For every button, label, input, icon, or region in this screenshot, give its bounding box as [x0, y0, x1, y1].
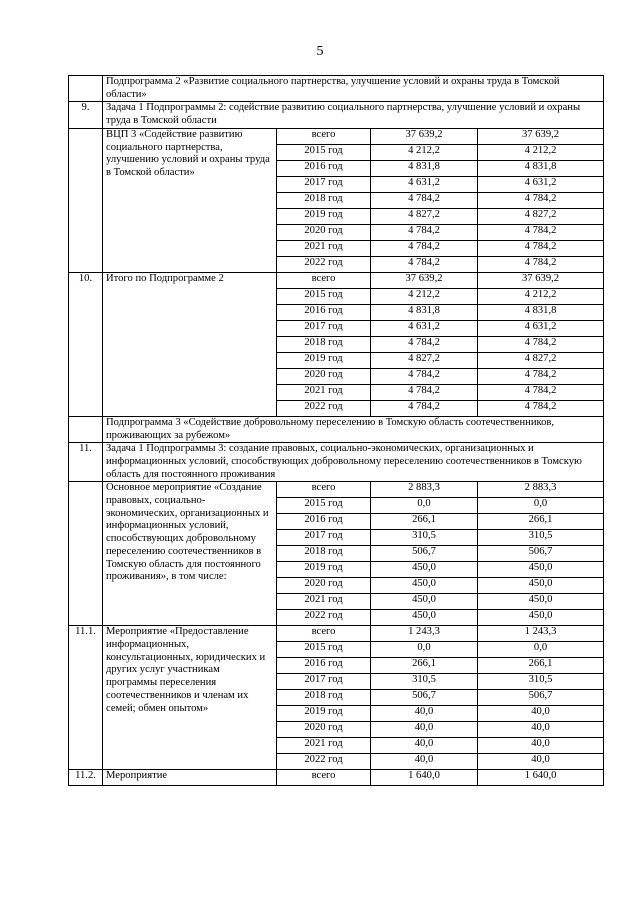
value-cell: 40,0 — [371, 706, 478, 722]
value-cell: 40,0 — [371, 722, 478, 738]
year-cell: 2017 год — [277, 530, 371, 546]
year-cell: 2016 год — [277, 304, 371, 320]
value-cell: 4 784,2 — [371, 224, 478, 240]
year-cell: 2018 год — [277, 192, 371, 208]
value-cell: 0,0 — [371, 642, 478, 658]
value-cell: 450,0 — [478, 578, 604, 594]
value-cell: 40,0 — [478, 738, 604, 754]
measure-name: Мероприятие — [103, 770, 277, 786]
year-cell: 2016 год — [277, 160, 371, 176]
year-cell: 2015 год — [277, 288, 371, 304]
subprogram-header: Подпрограмма 2 «Развитие социального партнерства, улучшение условий и охраны труда в Томской области» — [103, 76, 604, 102]
value-cell: 4 784,2 — [478, 240, 604, 256]
value-cell: 4 784,2 — [478, 336, 604, 352]
measure-name: Мероприятие «Предоставление информационных, консультационных, юридических и других услуг участникам программы переселения соотечественников и членам их семей; обмен опытом» — [103, 626, 277, 770]
program-finance-table — [68, 75, 604, 786]
task-row — [69, 102, 604, 128]
value-cell: 40,0 — [478, 722, 604, 738]
year-cell: 2022 год — [277, 400, 371, 416]
table-row — [69, 128, 604, 144]
subprogram-header-row — [69, 416, 604, 442]
value-cell: 4 784,2 — [371, 368, 478, 384]
year-cell: всего — [277, 128, 371, 144]
year-cell: всего — [277, 770, 371, 786]
value-cell: 4 784,2 — [371, 400, 478, 416]
value-cell: 450,0 — [371, 594, 478, 610]
value-cell: 4 827,2 — [371, 352, 478, 368]
value-cell: 1 243,3 — [478, 626, 604, 642]
value-cell: 450,0 — [478, 594, 604, 610]
year-cell: 2016 год — [277, 658, 371, 674]
value-cell: 310,5 — [371, 674, 478, 690]
value-cell: 0,0 — [371, 498, 478, 514]
value-cell: 4 784,2 — [478, 192, 604, 208]
value-cell: 4 631,2 — [371, 176, 478, 192]
value-cell: 450,0 — [478, 610, 604, 626]
value-cell: 4 631,2 — [371, 320, 478, 336]
year-cell: 2015 год — [277, 498, 371, 514]
year-cell: 2015 год — [277, 144, 371, 160]
year-cell: 2017 год — [277, 320, 371, 336]
row-number-cell — [69, 416, 103, 442]
year-cell: 2019 год — [277, 706, 371, 722]
table-row — [69, 272, 604, 288]
value-cell: 40,0 — [478, 706, 604, 722]
value-cell: 266,1 — [478, 658, 604, 674]
value-cell: 266,1 — [371, 658, 478, 674]
year-cell: 2018 год — [277, 336, 371, 352]
value-cell: 4 827,2 — [478, 208, 604, 224]
year-cell: 2020 год — [277, 722, 371, 738]
year-cell: всего — [277, 626, 371, 642]
value-cell: 4 212,2 — [478, 144, 604, 160]
year-cell: 2022 год — [277, 610, 371, 626]
value-cell: 4 831,8 — [371, 160, 478, 176]
value-cell: 4 784,2 — [371, 256, 478, 272]
year-cell: 2020 год — [277, 224, 371, 240]
value-cell: 2 883,3 — [478, 482, 604, 498]
year-cell: 2020 год — [277, 368, 371, 384]
year-cell: 2019 год — [277, 352, 371, 368]
value-cell: 4 784,2 — [478, 384, 604, 400]
value-cell: 37 639,2 — [371, 128, 478, 144]
task-text: Задача 1 Подпрограммы 2: содействие развитию социального партнерства, улучшение условий и охраны труда в Томской области — [103, 102, 604, 128]
value-cell: 450,0 — [371, 562, 478, 578]
year-cell: 2016 год — [277, 514, 371, 530]
value-cell: 266,1 — [371, 514, 478, 530]
value-cell: 450,0 — [371, 578, 478, 594]
value-cell: 506,7 — [478, 690, 604, 706]
value-cell: 1 640,0 — [371, 770, 478, 786]
year-cell: 2017 год — [277, 674, 371, 690]
value-cell: 4 212,2 — [478, 288, 604, 304]
row-number-cell — [69, 482, 103, 626]
value-cell: 2 883,3 — [371, 482, 478, 498]
year-cell: всего — [277, 272, 371, 288]
measure-name: ВЦП 3 «Содействие развитию социального партнерства, улучшению условий и охраны труда в Томской области» — [103, 128, 277, 272]
value-cell: 4 827,2 — [371, 208, 478, 224]
value-cell: 310,5 — [478, 674, 604, 690]
measure-name: Итого по Подпрограмме 2 — [103, 272, 277, 416]
year-cell: 2021 год — [277, 594, 371, 610]
task-row — [69, 443, 604, 482]
row-number-cell — [69, 76, 103, 102]
value-cell: 0,0 — [478, 642, 604, 658]
row-number: 10. — [69, 272, 103, 416]
value-cell: 4 631,2 — [478, 176, 604, 192]
table-row — [69, 626, 604, 642]
value-cell: 0,0 — [478, 498, 604, 514]
year-cell: 2018 год — [277, 546, 371, 562]
value-cell: 4 784,2 — [478, 368, 604, 384]
value-cell: 4 784,2 — [478, 224, 604, 240]
value-cell: 450,0 — [478, 562, 604, 578]
year-cell: всего — [277, 482, 371, 498]
value-cell: 4 784,2 — [371, 192, 478, 208]
value-cell: 4 784,2 — [371, 336, 478, 352]
value-cell: 266,1 — [478, 514, 604, 530]
page-number: 5 — [316, 44, 324, 59]
value-cell: 40,0 — [371, 754, 478, 770]
value-cell: 310,5 — [371, 530, 478, 546]
value-cell: 4 827,2 — [478, 352, 604, 368]
value-cell: 4 631,2 — [478, 320, 604, 336]
row-number: 11. — [69, 443, 103, 482]
value-cell: 4 831,8 — [478, 160, 604, 176]
value-cell: 4 784,2 — [371, 240, 478, 256]
value-cell: 40,0 — [478, 754, 604, 770]
value-cell: 4 212,2 — [371, 288, 478, 304]
row-number: 11.1. — [69, 626, 103, 770]
year-cell: 2017 год — [277, 176, 371, 192]
value-cell: 450,0 — [371, 610, 478, 626]
year-cell: 2015 год — [277, 642, 371, 658]
table-row — [69, 482, 604, 498]
value-cell: 1 243,3 — [371, 626, 478, 642]
value-cell: 37 639,2 — [371, 272, 478, 288]
value-cell: 4 784,2 — [478, 256, 604, 272]
year-cell: 2022 год — [277, 256, 371, 272]
subprogram-header: Подпрограмма 3 «Содействие добровольному переселению в Томскую область соотечественников, проживающих за рубежом» — [103, 416, 604, 442]
value-cell: 40,0 — [371, 738, 478, 754]
row-number-cell — [69, 128, 103, 272]
value-cell: 4 784,2 — [371, 384, 478, 400]
subprogram-header-row — [69, 76, 604, 102]
measure-name: Основное мероприятие «Создание правовых, социально-экономических, организационных и информационных условий, способствующих добровольному переселению соотечественников в Томскую область для постоянного проживания», в том числе: — [103, 482, 277, 626]
year-cell: 2019 год — [277, 562, 371, 578]
year-cell: 2022 год — [277, 754, 371, 770]
value-cell: 310,5 — [478, 530, 604, 546]
year-cell: 2021 год — [277, 384, 371, 400]
value-cell: 1 640,0 — [478, 770, 604, 786]
value-cell: 506,7 — [371, 690, 478, 706]
row-number: 9. — [69, 102, 103, 128]
value-cell: 4 784,2 — [478, 400, 604, 416]
year-cell: 2021 год — [277, 240, 371, 256]
value-cell: 37 639,2 — [478, 272, 604, 288]
year-cell: 2020 год — [277, 578, 371, 594]
value-cell: 506,7 — [371, 546, 478, 562]
value-cell: 37 639,2 — [478, 128, 604, 144]
year-cell: 2021 год — [277, 738, 371, 754]
year-cell: 2018 год — [277, 690, 371, 706]
value-cell: 506,7 — [478, 546, 604, 562]
table-row — [69, 770, 604, 786]
task-text: Задача 1 Подпрограммы 3: создание правовых, социально-экономических, организационных и информационных условий, способствующих добровольному переселению соотечественников в Томскую область для постоянного проживания — [103, 443, 604, 482]
row-number: 11.2. — [69, 770, 103, 786]
year-cell: 2019 год — [277, 208, 371, 224]
value-cell: 4 831,8 — [371, 304, 478, 320]
value-cell: 4 212,2 — [371, 144, 478, 160]
value-cell: 4 831,8 — [478, 304, 604, 320]
